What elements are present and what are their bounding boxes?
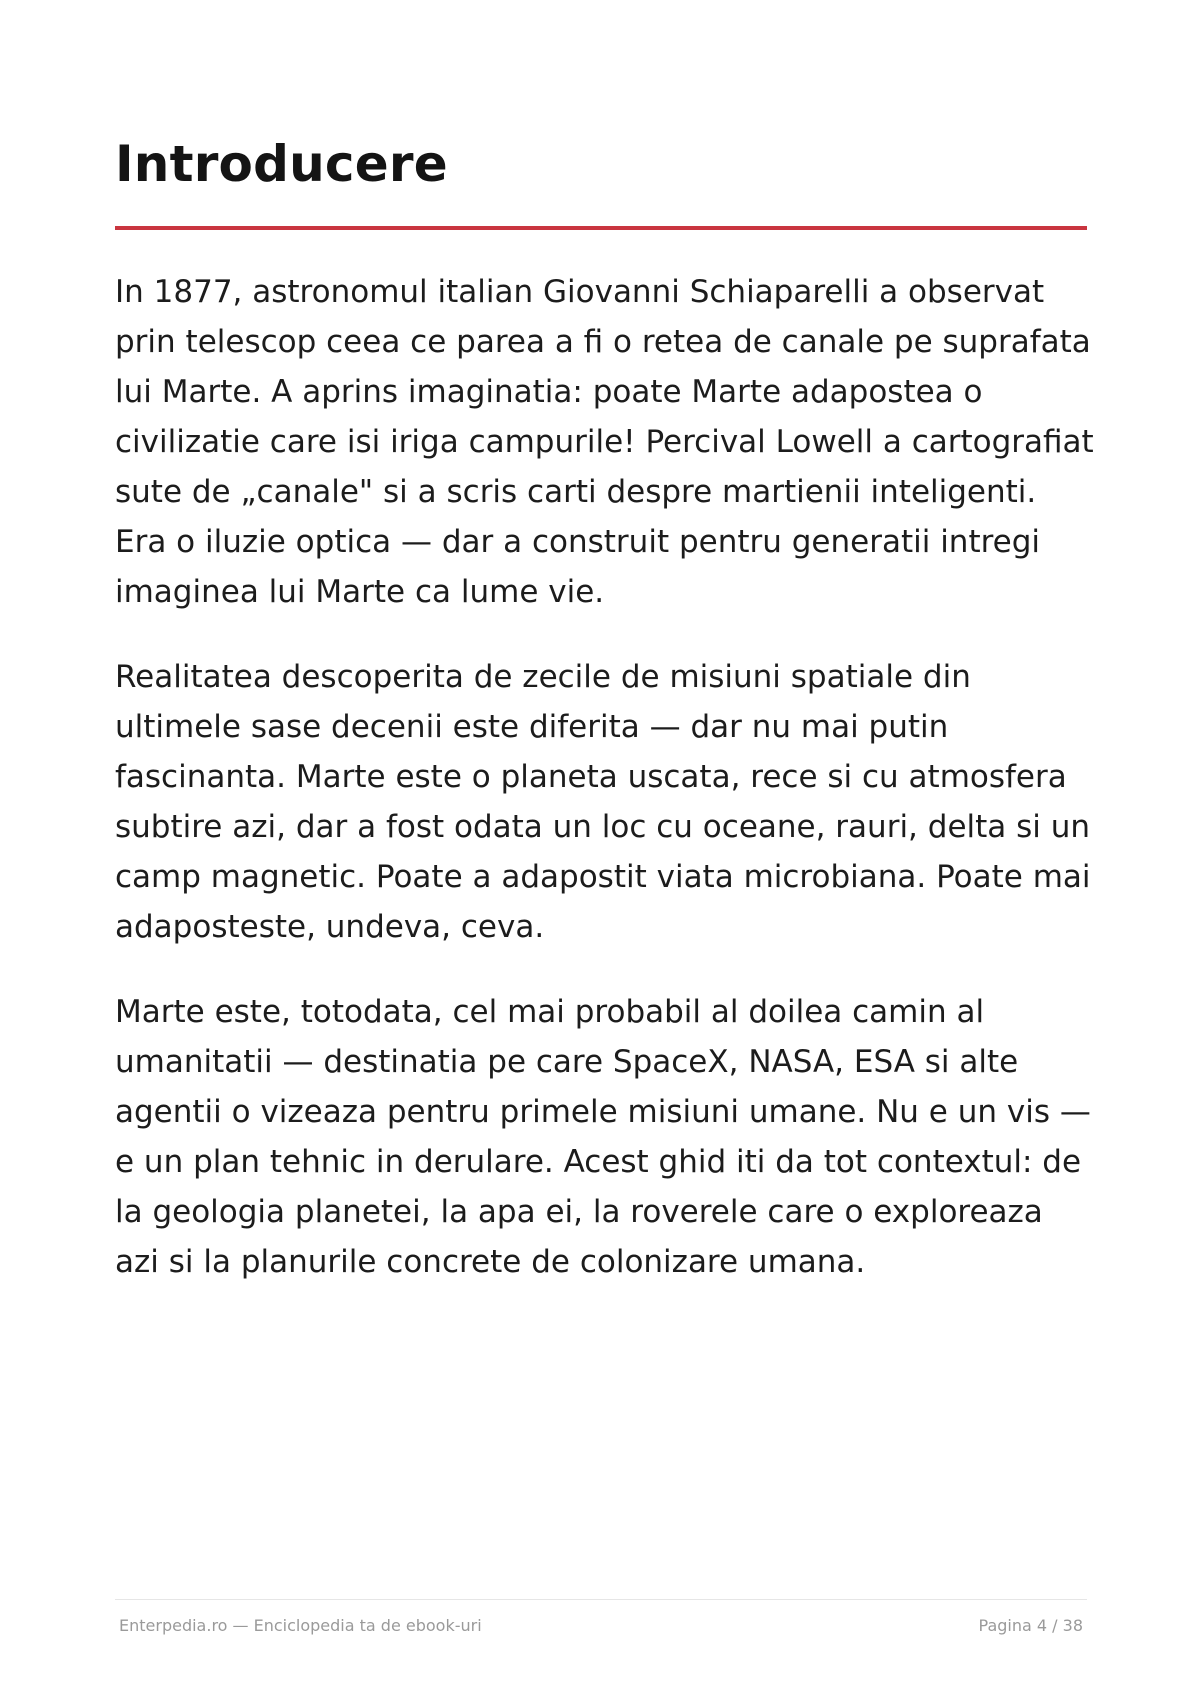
body-text xyxy=(115,267,1095,1322)
paragraph-1: In 1877, astronomul italian Giovanni Schiaparelli a observat prin telescop ceea ce parea a fi o retea de canale pe suprafata lui Marte. A aprins imaginatia: poate Marte adapostea o civilizatie care isi iriga campurile! Percival Lowell a cartografiat sute de „canale" si a scris carti despre martienii inteligenti. Era o iluzie optica — dar a construit pentru generatii intregi imaginea lui Marte ca lume vie. xyxy=(115,274,1094,610)
page-title: Introducere xyxy=(115,135,448,193)
paragraph-3: Marte este, totodata, cel mai probabil al doilea camin al umanitatii — destinatia pe care SpaceX, NASA, ESA si alte agentii o vizeaza pentru primele misiuni umane. Nu e un vis — e un plan tehnic in derulare. Acest ghid iti da tot contextul: de la geologia planetei, la apa ei, la roverele care o exploreaza azi si la planurile concrete de colonizare umana. xyxy=(115,994,1091,1280)
footer-page-number: Pagina 4 / 38 xyxy=(978,1616,1083,1635)
paragraph-2: Realitatea descoperita de zecile de misiuni spatiale din ultimele sase decenii este diferita — dar nu mai putin fascinanta. Marte este o planeta uscata, rece si cu atmosfera subtire azi, dar a fost odata un loc cu oceane, rauri, delta si un camp magnetic. Poate a adapostit viata microbiana. Poate mai adaposteste, undeva, ceva. xyxy=(115,659,1091,945)
title-divider xyxy=(115,226,1087,230)
footer-site-label: Enterpedia.ro — Enciclopedia ta de ebook-uri xyxy=(119,1616,482,1635)
footer-divider xyxy=(115,1599,1087,1600)
